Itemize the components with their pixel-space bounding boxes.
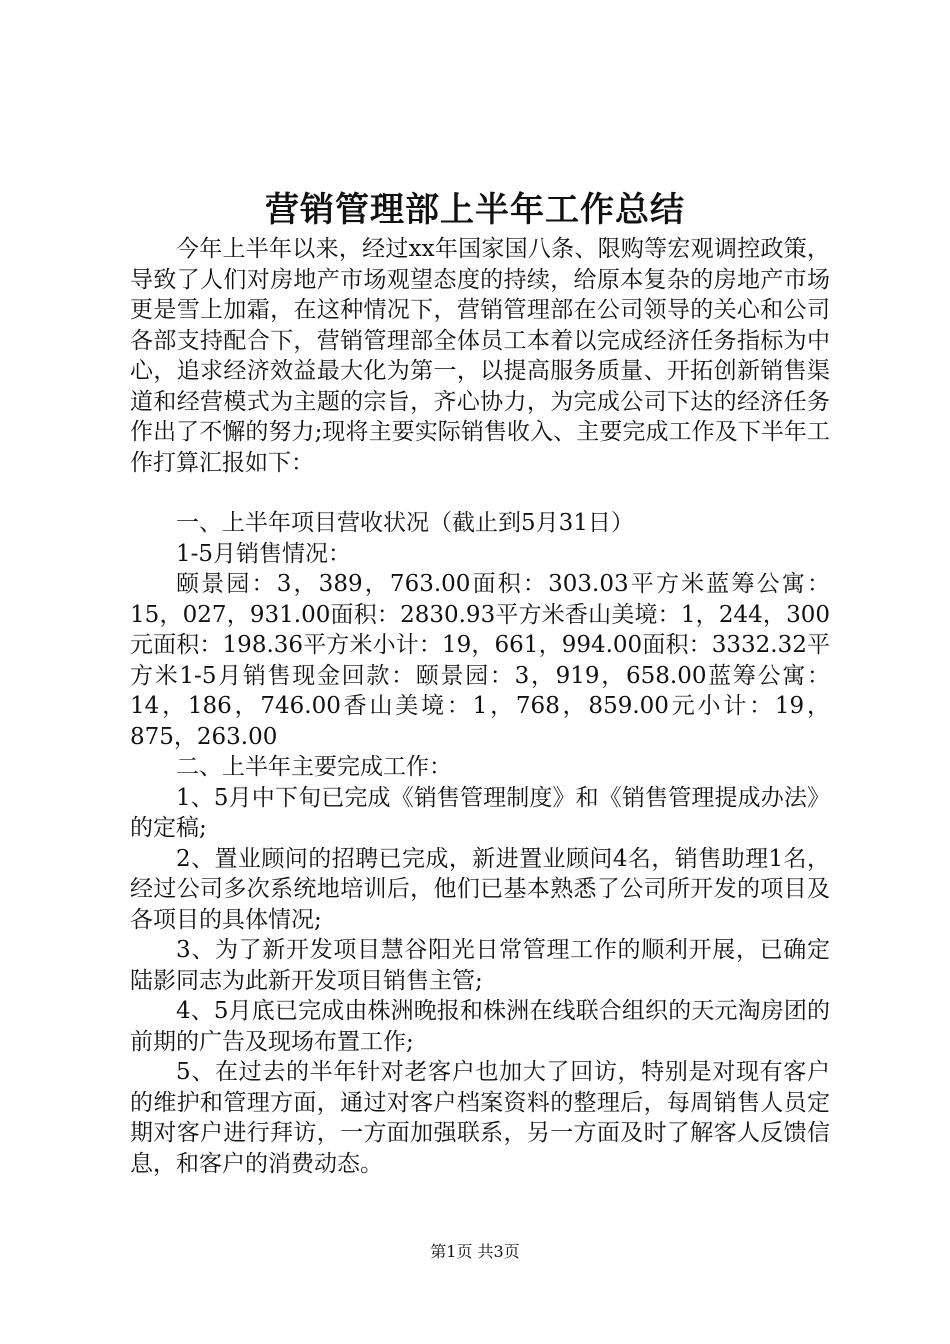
section2-heading: 二、上半年主要完成工作： xyxy=(176,754,452,780)
sales-detail-paragraph: 颐景园：3，389，763.00面积：303.03平方米蓝筹公寓：15，027，931.00面积：2830.93平方米香山美境：1，244，300元面积：198.36平方米小计：19，661，994.00面积：3332.32平方米1-5月销售现金回款：颐景园：3，919，658.00蓝筹公寓：14，186，746.00香山美境：1，768，859.00元小计：19，875，263.00 xyxy=(130,571,830,750)
work-item-1: 1、5月中下旬已完成《销售管理制度》和《销售管理提成办法》的定稿; xyxy=(130,784,830,841)
page-number-footer: 第1页 共3页 xyxy=(430,1242,520,1261)
section1-heading: 一、上半年项目营收状况（截止到5月31日） xyxy=(176,510,634,536)
sales-heading: 1-5月销售情况： xyxy=(176,540,352,567)
work-item-2: 2、置业顾问的招聘已完成，新进置业顾问4名，销售助理1名，经过公司多次系统地培训后，他们已基本熟悉了公司所开发的项目及各项目的具体情况; xyxy=(130,845,830,933)
work-item-4: 4、5月底已完成由株洲晚报和株洲在线联合组织的天元淘房团的前期的广告及现场布置工作; xyxy=(130,998,830,1055)
document-body xyxy=(130,234,830,1179)
document-title: 营销管理部上半年工作总结 xyxy=(265,190,685,230)
work-item-3: 3、为了新开发项目慧谷阳光日常管理工作的顺利开展，已确定陆影同志为此新开发项目销售主管; xyxy=(130,937,830,994)
paragraph-gap xyxy=(130,478,830,508)
work-item-5: 5、在过去的半年针对老客户也加大了回访，特别是对现有客户的维护和管理方面，通过对客户档案资料的整理后，每周销售人员定期对客户进行拜访，一方面加强联系，另一方面及时了解客人反馈信息，和客户的消费动态。 xyxy=(130,1059,830,1177)
intro-paragraph: 今年上半年以来，经过xx年国家国八条、限购等宏观调控政策，导致了人们对房地产市场观望态度的持续，给原本复杂的房地产市场更是雪上加霜，在这种情况下，营销管理部在公司领导的关心和公司各部支持配合下，营销管理部全体员工本着以完成经济任务指标为中心，追求经济效益最大化为第一，以提高服务质量、开拓创新销售渠道和经营模式为主题的宗旨，齐心协力，为完成公司下达的经济任务作出了不懈的努力;现将主要实际销售收入、主要完成工作及下半年工作打算汇报如下： xyxy=(130,236,830,476)
